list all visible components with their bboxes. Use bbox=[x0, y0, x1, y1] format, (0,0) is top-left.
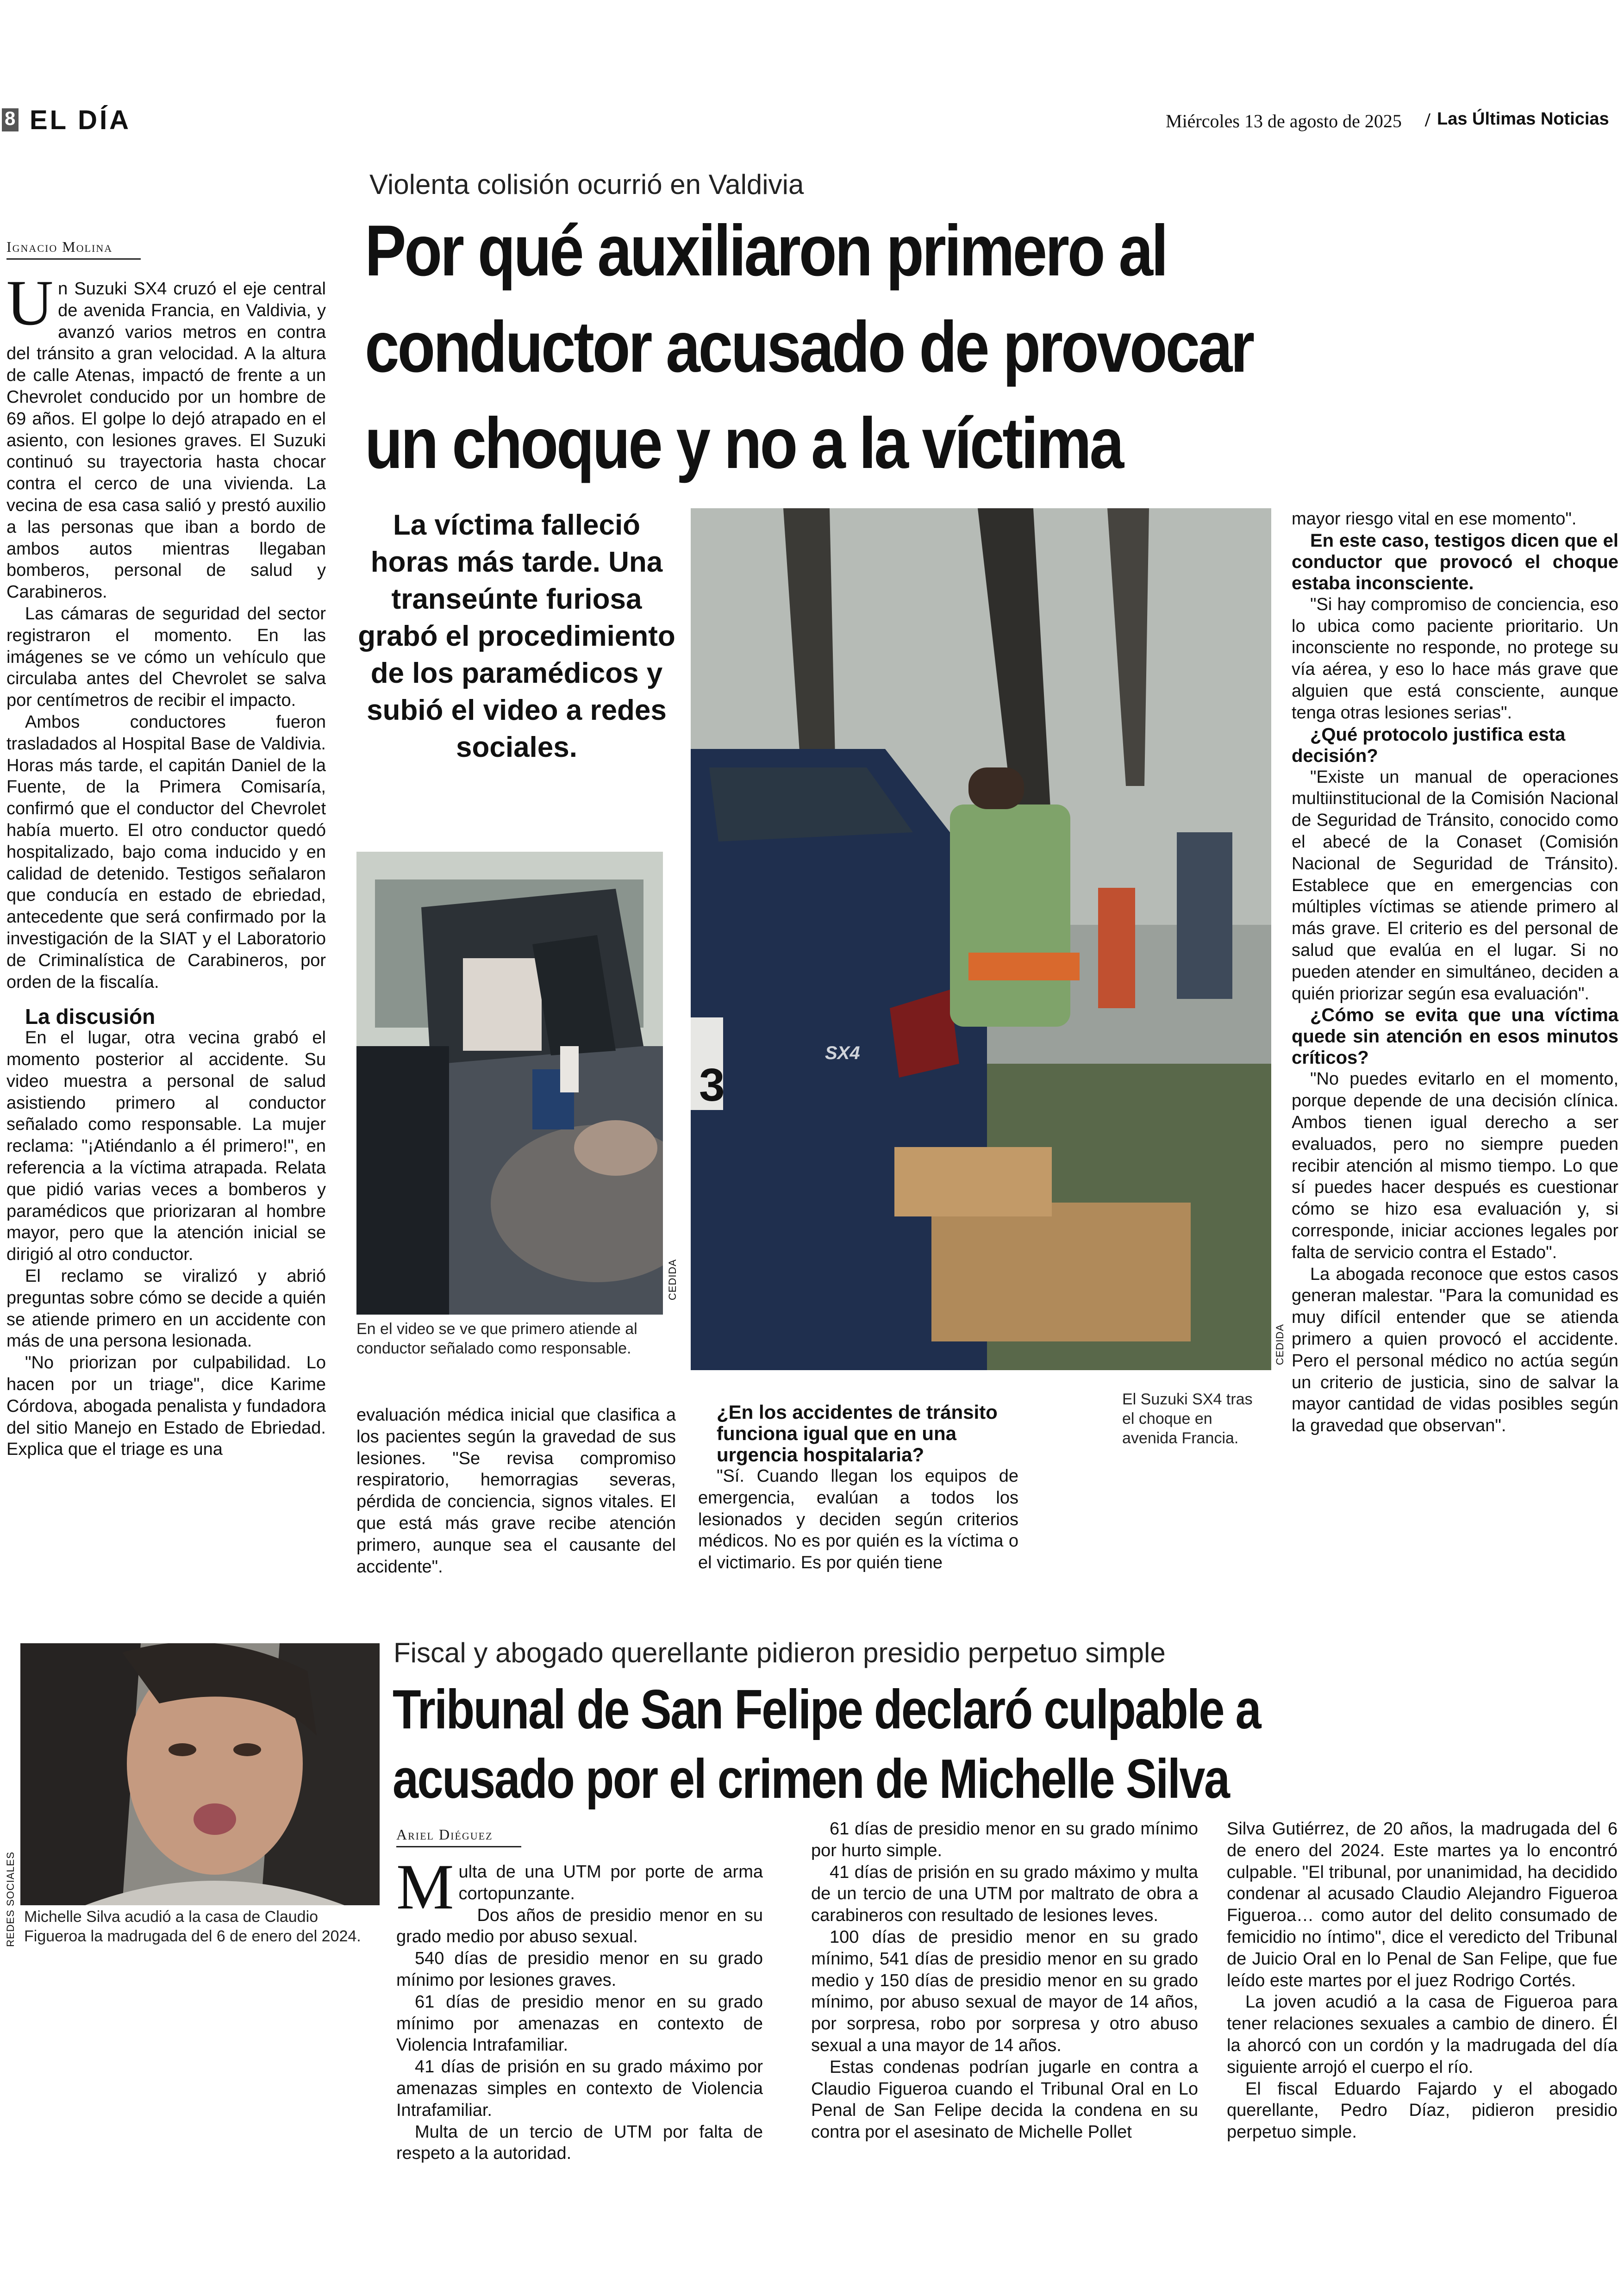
story1-paragraph: "No priorizan por culpabilidad. Lo hacen por un triage", dice Karime Córdova, abogada penalista y fundadora del sitio Manejo en Estado de Ebriedad. Explica que el triage es una bbox=[6, 1353, 326, 1459]
story1-answer: "No puedes evitarlo en el momento, porque depende de una decisión clínica. Ambos tienen igual derecho a ser evaluados, pero no siempre pueden recibir atención al mismo tiempo. Lo que sí puedes hacer después es cuestionar cómo se hizo esa evaluación y, si corresponde, iniciar acciones legales por falta de servicio contra el Estado". bbox=[1292, 1069, 1618, 1262]
story2-column-2 bbox=[811, 1818, 1198, 2143]
story2-photo-portrait bbox=[20, 1643, 380, 1905]
story1-photo2-caption: El Suzuki SX4 tras el choque en avenida Francia. bbox=[1122, 1391, 1253, 1447]
story2-paragraph: 100 días de presidio menor en su grado mínimo, 541 días de presidio menor en su grado medio y 150 días de presidio menor en su grado mínimo, por abuso sexual de mayor de 14 años, por sorpresa, robo por sorpresa y otro abuso sexual a una mayor de 14 años. bbox=[811, 1927, 1198, 2055]
header-separator: / bbox=[1425, 110, 1430, 131]
story2-paragraph: La joven acudió a la casa de Figueroa para tener relaciones sexuales a cambio de dinero. Él la ahorcó con un cordón y la madrugada del día siguiente arrojó el cuerpo el río. bbox=[1227, 1992, 1618, 2077]
story1-question: ¿Qué protocolo justifica esta decisión? bbox=[1292, 724, 1566, 766]
story1-paragraph: La abogada reconoce que estos casos generan malestar. "Para la comunidad es muy difícil entender que se atienda primero a quien provocó el accidente. Pero el personal médico no actúa según un criterio de justicia, sino de salvar la mayor cantidad de vidas posibles según la gravedad que observan". bbox=[1292, 1264, 1618, 1436]
story1-column-1 bbox=[6, 238, 326, 1460]
story2-headline-line: Tribunal de San Felipe declaró culpable a bbox=[393, 1678, 1261, 1740]
story1-column-2-bottom: evaluación médica inicial que clasifica a los pacientes según la gravedad de sus lesiones. "Se revisa compromiso respiratorio, hemorragias severas, pérdida de conciencia, signos vitales. El que está más grave recibe atención primero, aunque sea el causante del accidente". bbox=[356, 1405, 676, 1577]
story2-dropcap: M bbox=[396, 1851, 454, 1923]
story1-column-3-bottom bbox=[698, 1402, 1018, 1574]
story2-paragraph: 61 días de presidio menor en su grado mínimo por hurto simple. bbox=[811, 1819, 1198, 1860]
car-badge-text: SX4 bbox=[825, 1043, 860, 1063]
story1-paragraph: Las cámaras de seguridad del sector registraron el momento. En las imágenes se ve cómo un vehículo que circulaba antes del Chevrolet se salva por centímetros de recibir el impacto. bbox=[6, 604, 326, 711]
story2-paragraph: 61 días de presidio menor en su grado mínimo por amenazas en contexto de Violencia Intrafamiliar. bbox=[396, 1992, 763, 2055]
photo-credit: CEDIDA bbox=[1274, 1324, 1286, 1366]
story2-paragraph: ulta de una UTM por porte de arma cortopunzante. bbox=[458, 1862, 763, 1903]
story1-column-4 bbox=[1292, 508, 1618, 1437]
photo-credit: REDES SOCIALES bbox=[5, 1852, 16, 1947]
story2-paragraph: 41 días de prisión en su grado máximo y multa de un tercio de una UTM por maltrato de obra a carabineros con resultado de lesiones leves. bbox=[811, 1862, 1198, 1926]
interior-image bbox=[356, 852, 663, 1315]
story1-byline: Ignacio Molina bbox=[6, 238, 141, 260]
story2-column-1 bbox=[396, 1826, 763, 2164]
publication-name: Las Últimas Noticias bbox=[1437, 109, 1609, 129]
story1-headline-line: un choque y no a la víctima bbox=[365, 403, 1122, 484]
story1-pullquote: La víctima falleció horas más tarde. Una transeúnte furiosa grabó el procedimiento de los paramédicos y subió el video a redes sociales. bbox=[358, 509, 675, 763]
story1-answer: "Si hay compromiso de conciencia, eso lo ubica como paciente prioritario. Un inconsciente no responde, no protege su vía aérea, y eso lo hace más grave que alguien que está consciente, aunque tenga otras lesiones serias". bbox=[1292, 594, 1618, 723]
issue-date: Miércoles 13 de agosto de 2025 bbox=[1166, 111, 1402, 131]
story1-question: ¿En los accidentes de tránsito funciona igual que en una urgencia hospitalaria? bbox=[717, 1401, 998, 1466]
story1-photo-interior bbox=[356, 852, 663, 1315]
story1-answer: "Sí. Cuando llegan los equipos de emergencia, evalúan a todos los lesionados y deciden según criterios médicos. No es por quién es la víctima o el victimario. Es por quién tiene bbox=[698, 1466, 1018, 1573]
story1-dropcap: U bbox=[6, 267, 54, 339]
story1-question: ¿Cómo se evita que una víctima quede sin atención en esos minutos críticos? bbox=[1292, 1005, 1618, 1068]
story1-photo-crash bbox=[691, 508, 1271, 1370]
story1-answer: "Existe un manual de operaciones multiinstitucional de la Comisión Nacional de Seguridad de Tránsito, conocido como el abecé de la Conaset (Comisión Nacional de Seguridad de Tránsito). Establece que en emergencias con múltiples víctimas se atiende primero al más grave. El criterio es del personal de salud que evalúa en el lugar. Si no pueden atender en simultáneo, deciden a quién priorizar según esa evaluación". bbox=[1292, 767, 1618, 1004]
page-header bbox=[0, 105, 1624, 137]
story1-subhead: La discusión bbox=[25, 1004, 156, 1029]
photo-credit: CEDIDA bbox=[667, 1259, 678, 1301]
story2-paragraph: Estas condenas podrían jugarle en contra a Claudio Figueroa cuando el Tribunal Oral en Lo Penal de San Felipe decida la condena en su contra por el asesinato de Michelle Pollet bbox=[811, 2057, 1198, 2142]
story2-headline bbox=[393, 1675, 1260, 1814]
story1-paragraph: En el lugar, otra vecina grabó el momento posterior al accidente. Su video muestra a personal de salud asistiendo primero al conductor señalado como responsable. La mujer reclama: "¡Atiéndanlo a él primero!", en referencia a la víctima atrapada. Relata que pidió varias veces a bomberos y paramédicos que priorizaran al hombre mayor, pero que la atención inicial se dirigió al otro conductor. bbox=[6, 1028, 326, 1265]
story2-photo-caption: Michelle Silva acudió a la casa de Claudio Figueroa la madrugada del 6 de enero del 2024. bbox=[24, 1908, 361, 1945]
story2-paragraph: Silva Gutiérrez, de 20 años, la madrugada del 6 de enero del 2024. Este martes ya lo encontró culpable. "El tribunal, por unanimidad, ha decidido condenar al acusado Claudio Alejandro Figueroa Figueroa… como autor del delito consumado de femicidio no íntimo", dice el veredicto del Tribunal de Juicio Oral en lo Penal de San Felipe, que fue leído este martes por el juez Rodrigo Cortés. bbox=[1227, 1819, 1618, 1990]
story1-headline-line: Por qué auxiliaron primero al bbox=[365, 211, 1167, 291]
license-plate-text: 3 bbox=[699, 1059, 725, 1111]
story1-paragraph: Ambos conductores fueron trasladados al Hospital Base de Valdivia. Horas más tarde, el capitán Daniel de la Fuente, de la Primera Comisaría, confirmó que el conductor del Chevrolet había muerto. El otro conductor quedó hospitalizado, bajo coma inducido y en calidad de detenido. Testigos señalaron que conducía en estado de ebriedad, antecedente que será confirmado por la investigación de la SIAT y el Laboratorio de Criminalística de Carabineros, por orden de la fiscalía. bbox=[6, 712, 326, 992]
story1-headline-line: conductor acusado de provocar bbox=[365, 307, 1253, 387]
story2-paragraph: 540 días de presidio menor en su grado mínimo por lesiones graves. bbox=[396, 1949, 763, 1990]
crash-scene-image bbox=[691, 508, 1271, 1370]
page-number: 8 bbox=[5, 107, 16, 129]
story2-kicker: Fiscal y abogado querellante pidieron presidio perpetuo simple bbox=[394, 1637, 1166, 1668]
story2-paragraph: 41 días de prisión en su grado máximo por amenazas simples en contexto de Violencia Intrafamiliar. bbox=[396, 2057, 763, 2120]
story1-paragraph: El reclamo se viralizó y abrió preguntas sobre cómo se decide a quién se atiende primero en un accidente con más de una persona lesionada. bbox=[6, 1266, 326, 1351]
story1-paragraph: n Suzuki SX4 cruzó el eje central de avenida Francia, en Valdivia, y avanzó varios metros en contra del tránsito a gran velocidad. A la altura de calle Atenas, impactó de frente a un Chevrolet conducido por un hombre de 69 años. El golpe lo dejó atrapado en el asiento, con lesiones graves. El Suzuki continuó su trayectoria hasta chocar contra el cerco de una vivienda. La vecina de esa casa salió y prestó auxilio a las personas que iban a bordo de ambos autos mientras llegaban bomberos, personal de salud y Carabineros. bbox=[6, 279, 326, 602]
story2-paragraph: El fiscal Eduardo Fajardo y el abogado querellante, Pedro Díaz, pidieron presidio perpetuo simple. bbox=[1227, 2079, 1618, 2142]
story1-paragraph: mayor riesgo vital en ese momento". bbox=[1292, 509, 1577, 529]
portrait-image bbox=[20, 1643, 380, 1905]
story1-headline bbox=[365, 203, 1253, 492]
story2-paragraph: Multa de un tercio de UTM por falta de respeto a la autoridad. bbox=[396, 2122, 763, 2164]
story1-photo1-caption: En el video se ve que primero atiende al conductor señalado como responsable. bbox=[356, 1320, 637, 1357]
story1-kicker: Violenta colisión ocurrió en Valdivia bbox=[369, 169, 804, 200]
section-title: EL DÍA bbox=[30, 105, 131, 135]
story2-paragraph: Dos años de presidio menor en su grado medio por abuso sexual. bbox=[396, 1905, 763, 1947]
story2-column-3 bbox=[1227, 1818, 1618, 2143]
story1-question: En este caso, testigos dicen que el conductor que provocó el choque estaba inconsciente. bbox=[1292, 530, 1618, 593]
story2-byline: Ariel Diéguez bbox=[396, 1826, 521, 1847]
story2-headline-line: acusado por el crimen de Michelle Silva bbox=[393, 1748, 1229, 1810]
